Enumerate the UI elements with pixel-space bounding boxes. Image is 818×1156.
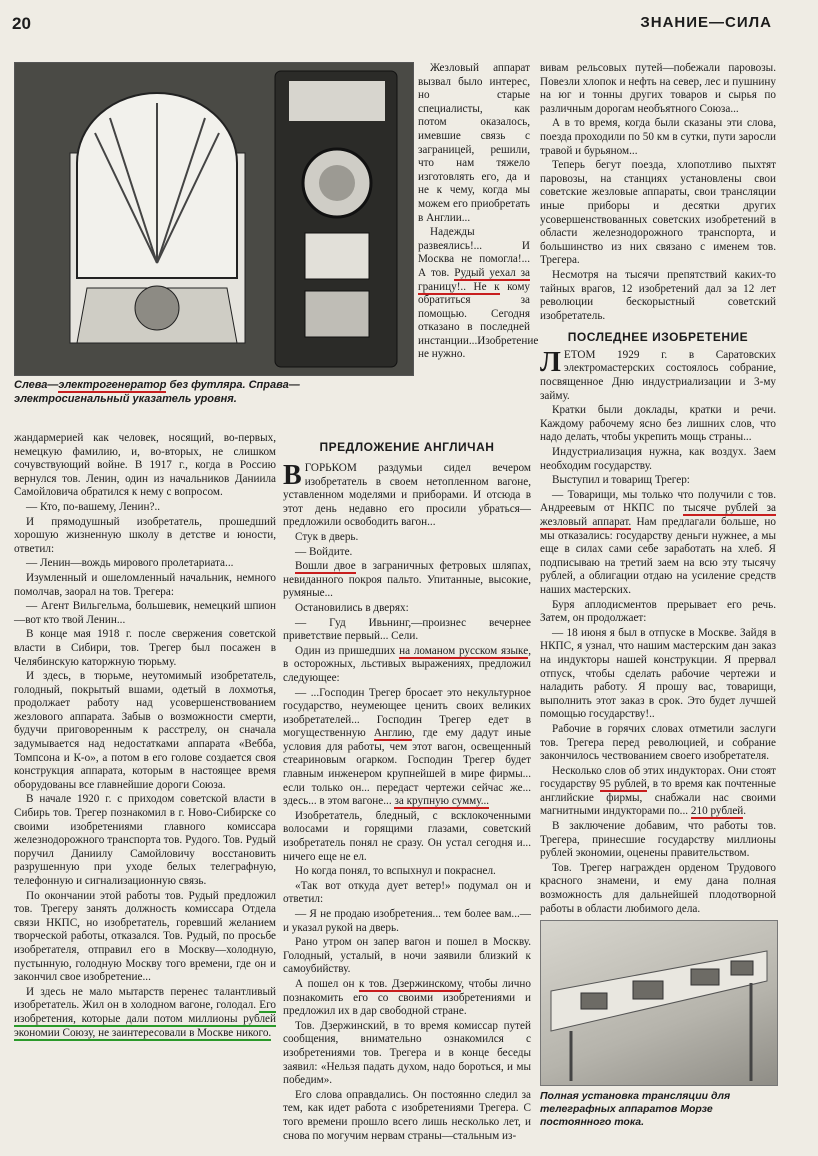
- paragraph: [14, 986, 276, 1040]
- section-title-proposal: ПРЕДЛОЖЕНИЕ АНГЛИЧАН: [319, 440, 495, 454]
- marked-text: Вошли двое: [295, 560, 356, 573]
- drop-cap: Л: [540, 346, 561, 378]
- paragraph: жандармерией как человек, носящий, во-первых, немецкую фамилию, и, во-вторых, не слишком сочувствующий войне. В 1917 г., когда в Россию вернулся тов. Ленин, один из начальников Даниила Самойловича обратился к нему с вопросом.: [14, 432, 276, 499]
- paragraph: Стук в дверь.: [295, 530, 359, 543]
- paragraph: И здесь, в тюрьме, неутомимый изобретатель, голодный, покрытый вшами, одетый в лохмотья, продолжает работу над усовершенствованием жезлового аппарата. Забыв о возможности смерти, будучи приговоренным к расстрелу, он сначала задумывается над недостатками аппарата «Вебба, Томпсона и К-о», а потом в его голове создается своя конструкция аппарата, которым в настоящее время оборудованы все главнейшие дороги Союза.: [14, 670, 276, 791]
- text-span: в заграничных фетровых шляпах, невиданного покроя пальто. Упитанные, высокие, румяные...: [283, 560, 531, 600]
- paragraph: — Кто, по-вашему, Ленин?..: [26, 500, 161, 513]
- paragraph: [540, 765, 776, 819]
- paragraph: Теперь бегут поезда, хлопотливо пыхтят паровозы, на станциях установлены свои советские жезловые аппараты, свои трансляции иные приборы и десятки других усовершенствованных советских изобретений в области железнодорожного транспорта, и большинство из них связано с именем тов. Трегера.: [540, 159, 776, 267]
- text-span: ЕТОМ 1929 г. в Саратовских электромастерских состоялось собрание, посвященное Дню индустриализации и 3-му займу.: [540, 348, 776, 402]
- photo-translation-installation: [540, 920, 778, 1086]
- paragraph: — 18 июня я был в отпуске в Москве. Зайдя в НКПС, я узнал, что нашим мастерским дан заказ на индукторы нашей конструкции. Я прервал отпуск, чтобы сделать рабочие чертежи и наладить работу. Я прошу вас, товарищи, выполнить этот заказ в срок. Это будет лучшей помощью государству!..: [540, 626, 776, 721]
- paragraph: Тов. Трегер награжден орденом Трудового красного знамени, и ему дана полная возможность для дальнейшей плодотворной работы в области любимого дела.: [540, 861, 776, 915]
- paragraph: — Гуд Ивьнинг,—произнес вечернее приветствие первый... Сели.: [283, 616, 531, 643]
- paragraph: Индустриализация нужна, как воздух. Заем необходим государству.: [540, 446, 776, 472]
- paragraph: Изумленный и ошеломленный начальник, немного помолчав, заорал на тов. Трегера:: [14, 571, 276, 598]
- paragraph: Изобретатель, бледный, с всклокоченными волосами и горящими глазами, советский изобретатель понял не сразу. Он устал сегодня и... ничего еще не ел.: [283, 809, 531, 863]
- paragraph: В заключение добавим, что работы тов. Трегера, принесшие государству миллионы рублей экономии, оценены правительством.: [540, 820, 776, 860]
- paragraph: Рабочие в горячих словах отметили заслуги тов. Трегера перед революцией, и собрание закончилось чествованием своего изобретателя.: [540, 722, 776, 763]
- paragraph: В конце мая 1918 г. после свержения советской власти в Сибири, тов. Трегер был посажен в Челябинскую каторжную тюрьму.: [14, 628, 276, 668]
- text-span: , в осторожных, льстивых выражениях, предложил следующее:: [283, 644, 531, 684]
- text-span: ГОРЬКОМ раздумьи сидел вечером изобретатель в своем нетопленном вагоне, уставленном моделями и приборами. И отсюда в этот день недавно его просили убраться—предложили освободить вагон...: [283, 462, 531, 529]
- paragraph: И прямодушный изобретатель, прошедший хорошую жизненную школу в детстве и юности, ответил:: [14, 515, 276, 555]
- paragraph: [540, 346, 776, 403]
- small-photo-caption: Полная установка трансляции для телеграфных аппаратов Морзе постоянного тока.: [540, 1090, 731, 1128]
- paragraph: Рано утром он запер вагон и пошел в Москву. Голодный, усталый, в ночи заявили близкий к самоубийству.: [283, 936, 531, 976]
- paragraph: [283, 978, 531, 1019]
- marked-text: Англию: [373, 727, 412, 740]
- marked-text: к тов. Дзержинскому: [358, 977, 462, 990]
- paragraph: [540, 489, 776, 598]
- paragraph: вивам рельсовых путей—побежали паровозы. Повезли хлопок и нефть на север, лес и пушнину на юг и тонны других товаров и сырья по различным дорогам необъятного Союза...: [540, 62, 776, 115]
- caption-marked-text: электрогенератор: [58, 379, 167, 391]
- marked-text: Рудый уехал за границу!.. Не к: [418, 266, 530, 293]
- paragraph: Буря аплодисментов прерывает его речь. Затем, он продолжает:: [540, 598, 776, 625]
- paragraph: Остановились в дверях:: [295, 601, 409, 614]
- photo-caption: [14, 378, 412, 406]
- paragraph: Кратки были доклады, кратки и речи. Каждому рабочему ясно без лишних слов, что надо делать, чтобы укрепить мощь страны...: [540, 404, 776, 444]
- paragraph: Выступил и товарищ Трегер:: [552, 474, 690, 487]
- marked-text: 210 рублей: [690, 805, 744, 818]
- caption-prefix: Слева—: [14, 379, 59, 391]
- marked-text: за крупную сумму...: [394, 795, 490, 808]
- photo-devices: [14, 62, 414, 376]
- paragraph: По окончании этой работы тов. Рудый предложил тов. Трегеру занять должность комиссара Отдела связи НКПС, но изобретатель, горевший желанием творческой работы, отказался. Тов. Рудый, по просьбе изобретателя, отправил его в Москву—холодную, пустынную, голодную Москву того времени, где он и закончил свое изобретение...: [14, 889, 276, 984]
- paragraph: В начале 1920 г. с приходом советской власти в Сибирь тов. Трегер познакомил в г. Ново-Сибирске со своими изобретениями главного комиссара железнодорожного транспорта тов. Рудого. Тов. Рудый поручил Даниилу Самойловичу восстановить разрушенную при уходе белых телеграфную, телефонную и сигнализационную связь.: [14, 793, 276, 887]
- paragraph: [418, 226, 539, 362]
- paragraph: Несмотря на тысячи препятствий каких-то тайных врагов, 12 изобретений дал за 12 лет революции бескорыстный советский изобретатель.: [540, 268, 776, 322]
- text-span: — ...Господин Трегер бросает это некультурное государство, неумеющее ценить своих великих изобретателей... Господин Трегер едет в могущественную: [283, 686, 531, 740]
- intro-column: [418, 62, 539, 363]
- paragraph: [283, 560, 531, 601]
- paragraph: «Так вот откуда дует ветер!» подумал он и ответил:: [283, 879, 531, 906]
- text-span: — Товарищи, мы только что получили с тов. Андреевым от НКПС по: [540, 488, 776, 515]
- text-span: кому обратиться за помощью. Сегодня отказано в последней инстанции...Изобретение не нужно.: [418, 280, 539, 361]
- paragraph: Но когда понял, то вспыхнул и покраснел.: [295, 865, 496, 878]
- text-span: И здесь не мало мытарств перенес талантливый изобретатель. Жил он в холодном вагоне, голодал.: [14, 985, 276, 1012]
- paragraph: Его слова оправдались. Он постоянно следил за тем, как идет работа с изобретениями Трегера. С того времени прошло всего лишь несколько лет, и снова по могучим нервам страны—стальным из-: [283, 1088, 531, 1142]
- paragraph: — Войдите.: [295, 545, 353, 558]
- marked-text: тысяче рублей за жезловый аппарат.: [540, 502, 776, 528]
- paragraph: [283, 462, 531, 530]
- right-column: [540, 62, 776, 917]
- paragraph: Жезловый аппарат вызвал было интерес, но старые специалисты, как потом оказалось, имевшие связь с заграницей, решили, что нам тяжело изготовлять его, да и не к чему, когда мы можем его приобретать в Англии...: [418, 62, 530, 224]
- text-span: .: [743, 805, 747, 818]
- text-span: А пошел он: [295, 977, 359, 990]
- paragraph: — Я не продаю изобретения... тем более вам...—и указал рукой на дверь.: [283, 908, 531, 934]
- text-span: Несколько слов об этих индукторах. Они стоят государству: [540, 764, 776, 791]
- text-span: Один из пришедших: [295, 644, 400, 657]
- middle-column: [283, 462, 531, 1144]
- section-title-last-invention: ПОСЛЕДНЕЕ ИЗОБРЕТЕНИЕ: [567, 330, 749, 345]
- paragraph: — Ленин—вождь мирового пролетариата...: [26, 557, 234, 570]
- drop-cap: В: [283, 460, 302, 491]
- marked-text: 95 рублей: [599, 778, 647, 791]
- text-span: , где ему дадут иные условия для работы, чем этот вагон, освещенный стеариновым огарком. Господин Трегер будет главным инженером крупнейшей в мире фирмы... если только он... передаст чертежи сейчас же... здесь... в этом вагоне...: [283, 727, 531, 808]
- paragraph: — Агент Вильгельма, большевик, немецкий шпион—вот кто твой Ленин...: [14, 600, 276, 626]
- paragraph: [283, 687, 531, 809]
- running-title: ЗНАНИЕ—СИЛА: [640, 14, 772, 31]
- text-span: , в то время как почтенные английские фирмы, снабжали нас своими магнитными индукторами по...: [540, 778, 776, 818]
- page-number: 20: [12, 14, 31, 33]
- text-span: Нам предлагали больше, но мы отказались: государству деньги нужнее, а мы еще в силах сами себе заработать на хлеб. Я подписываю на третий заем на всю эту тысячу рублей, а облигации отдаю на усиление средств наших мастерских.: [540, 516, 776, 596]
- text-span: , чтобы лично познакомить его со своими изобретениями и предложил их в дар свободной стране.: [283, 977, 531, 1018]
- marked-text: Его изобретения, которые дали потом миллионы рублей экономии Союзу, не заинтересовали в Москве никого.: [14, 999, 276, 1039]
- text-span: Надежды развеялись!... И Москва не помогла!... А тов.: [418, 226, 530, 279]
- marked-text: на ломаном русском языке: [399, 644, 529, 657]
- caption-suffix: без футляра. Справа—электросигнальный указатель уровня.: [14, 379, 300, 405]
- paragraph: Тов. Дзержинский, в то время комиссар путей сообщения, внимательно ознакомился с изобретениями тов. Трегера и в конце беседы заявил: «Нельзя падать духом, надо бороться, и мы победим».: [283, 1019, 531, 1087]
- paragraph: А в то время, когда были сказаны эти слова, поезда проходили по 50 км в сутки, пути заросли травой и бурьяном...: [540, 117, 776, 157]
- paragraph: [283, 645, 531, 686]
- left-column: [14, 432, 276, 1041]
